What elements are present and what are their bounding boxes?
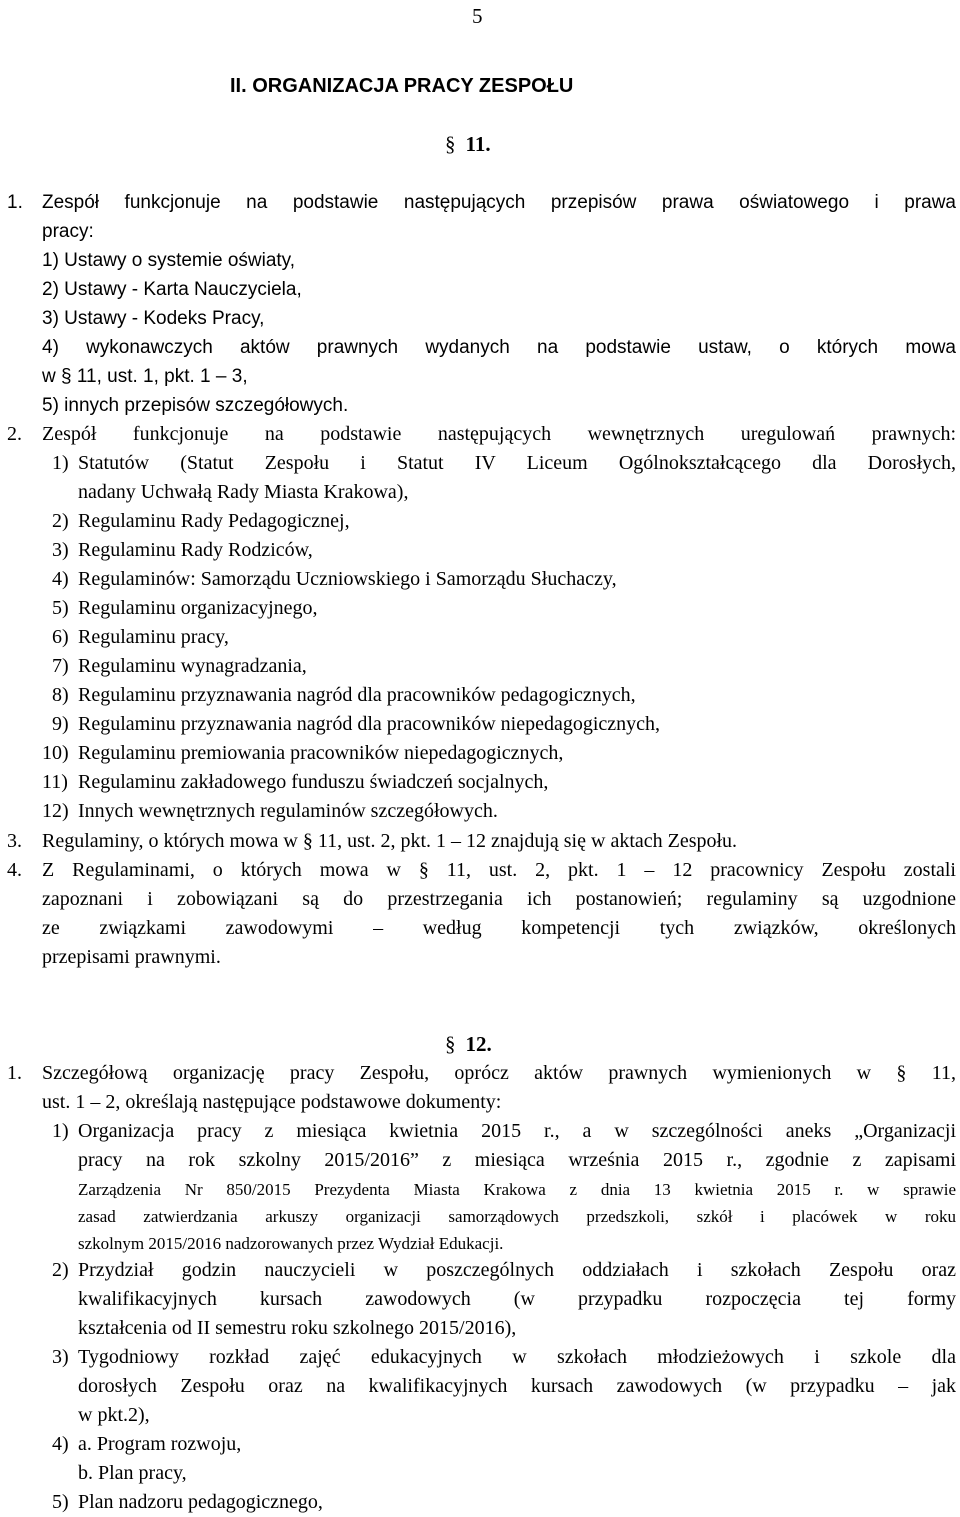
list-item: Regulaminu Rady Pedagogicznej,: [78, 510, 350, 532]
s11-paragraph-3: [0, 827, 960, 856]
list-item: Organizacja pracy z miesiąca kwietnia 2015 r., a w szczególności aneks „Organizacji: [78, 1120, 956, 1142]
list-item: Regulaminu premiowania pracowników niepedagogicznych,: [78, 742, 564, 764]
section-11-heading: [445, 130, 491, 159]
paragraph-number: 1.: [7, 1062, 22, 1084]
list-number: 5): [52, 597, 69, 619]
list-item: Regulaminu wynagradzania,: [78, 655, 307, 677]
paragraph-line: Zespół funkcjonuje na podstawie następujących wewnętrznych uregulowań prawnych:: [42, 423, 956, 445]
paragraph-number: 2.: [7, 423, 22, 445]
paragraph-line: zapoznani i zobowiązani są do przestrzegania ich postanowień; regulaminy są uzgodnione: [42, 888, 956, 910]
list-item: 4) wykonawczych aktów prawnych wydanych na podstawie ustaw, o których mowa: [42, 337, 956, 358]
list-number: 1): [52, 452, 69, 474]
paragraph-line: Szczegółową organizację pracy Zespołu, oprócz aktów prawnych wymienionych w § 11,: [42, 1062, 956, 1084]
list-number: 9): [52, 713, 69, 735]
list-item: Regulaminu przyznawania nagród dla pracowników pedagogicznych,: [78, 684, 636, 706]
list-item: a. Program rozwoju,: [78, 1433, 242, 1455]
section-number: 12.: [465, 1032, 492, 1056]
paragraph-line: przepisami prawnymi.: [42, 946, 221, 968]
list-number: 4): [52, 1433, 69, 1455]
s11-paragraph-1: [0, 188, 960, 420]
list-item: w § 11, ust. 1, pkt. 1 – 3,: [42, 366, 248, 387]
chapter-heading: II. ORGANIZACJA PRACY ZESPOŁU: [230, 75, 574, 97]
list-number: 4): [52, 568, 69, 590]
section-sign: §: [445, 132, 456, 156]
list-item: 2) Ustawy - Karta Nauczyciela,: [42, 279, 302, 300]
list-number: 5): [52, 1491, 69, 1513]
list-item: b. Plan pracy,: [78, 1462, 187, 1484]
list-item: Regulaminu przyznawania nagród dla pracowników niepedagogicznych,: [78, 713, 661, 735]
list-item: nadany Uchwałą Rady Miasta Krakowa),: [78, 481, 409, 503]
s11-paragraph-4: [0, 856, 960, 972]
list-number: 10): [42, 742, 69, 764]
list-item: 3) Ustawy - Kodeks Pracy,: [42, 308, 265, 329]
list-item: 1) Ustawy o systemie oświaty,: [42, 250, 296, 271]
paragraph-number: 3.: [7, 830, 22, 852]
paragraph-number: 4.: [7, 859, 22, 881]
list-number: 12): [42, 800, 69, 822]
list-number: 8): [52, 684, 69, 706]
list-item: Przydział godzin nauczycieli w poszczególnych oddziałach i szkołach Zespołu oraz: [78, 1259, 956, 1281]
paragraph-line: ust. 1 – 2, określają następujące podstawowe dokumenty:: [42, 1091, 502, 1113]
paragraph-line: Regulaminy, o których mowa w § 11, ust. 2, pkt. 1 – 12 znajdują się w aktach Zespołu.: [42, 830, 738, 852]
list-number: 2): [52, 1259, 69, 1281]
paragraph-number: 1.: [7, 192, 23, 213]
list-item: Regulaminu pracy,: [78, 626, 229, 648]
section-sign: §: [445, 1032, 456, 1056]
list-item: dorosłych Zespołu oraz na kwalifikacyjnych kursach zawodowych (w przypadku – jak: [78, 1375, 956, 1397]
list-item: zasad zatwierdzania arkuszy organizacji samorządowych przedszkoli, szkół i placówek w roku: [78, 1207, 956, 1226]
section-12-heading: [445, 1030, 492, 1059]
list-item: Statutów (Statut Zespołu i Statut IV Liceum Ogólnokształcącego dla Dorosłych,: [78, 452, 956, 474]
list-item: pracy na rok szkolny 2015/2016” z miesiąca września 2015 r., zgodnie z zapisami: [78, 1149, 956, 1171]
list-number: 11): [42, 771, 68, 793]
list-number: 2): [52, 510, 69, 532]
list-item: kwalifikacyjnych kursach zawodowych (w przypadku rozpoczęcia tej formy: [78, 1288, 956, 1310]
list-item: Regulaminu organizacyjnego,: [78, 597, 318, 619]
list-item: Tygodniowy rozkład zajęć edukacyjnych w szkołach młodzieżowych i szkole dla: [78, 1346, 956, 1368]
list-number: 3): [52, 1346, 69, 1368]
list-item: w pkt.2),: [78, 1404, 150, 1426]
s11-paragraph-2: [0, 420, 960, 826]
list-number: 3): [52, 539, 69, 561]
list-number: 6): [52, 626, 69, 648]
paragraph-line: Zespół funkcjonuje na podstawie następujących przepisów prawa oświatowego i prawa: [42, 192, 956, 213]
list-item: szkolnym 2015/2016 nadzorowanych przez Wydział Edukacji.: [78, 1234, 504, 1253]
list-item: Innych wewnętrznych regulaminów szczegółowych.: [78, 800, 498, 822]
paragraph-line: pracy:: [42, 221, 94, 242]
list-number: 7): [52, 655, 69, 677]
list-item: Regulaminu Rady Rodziców,: [78, 539, 313, 561]
list-number: 1): [52, 1120, 69, 1142]
list-item: 5) innych przepisów szczegółowych.: [42, 395, 349, 416]
list-item: Plan nadzoru pedagogicznego,: [78, 1491, 323, 1513]
section-number: 11.: [465, 132, 491, 156]
list-item: Regulaminu zakładowego funduszu świadczeń socjalnych,: [78, 771, 549, 793]
list-item: kształcenia od II semestru roku szkolnego 2015/2016),: [78, 1317, 517, 1339]
s12-paragraph-1: [0, 1059, 960, 1517]
list-item: Regulaminów: Samorządu Uczniowskiego i Samorządu Słuchaczy,: [78, 568, 617, 590]
paragraph-line: ze związkami zawodowymi – według kompetencji tych związków, określonych: [42, 917, 956, 939]
paragraph-line: Z Regulaminami, o których mowa w § 11, ust. 2, pkt. 1 – 12 pracownicy Zespołu zostali: [42, 859, 956, 881]
list-item: Zarządzenia Nr 850/2015 Prezydenta Miasta Krakowa z dnia 13 kwietnia 2015 r. w sprawie: [78, 1180, 956, 1199]
page-number: 5: [472, 4, 483, 28]
